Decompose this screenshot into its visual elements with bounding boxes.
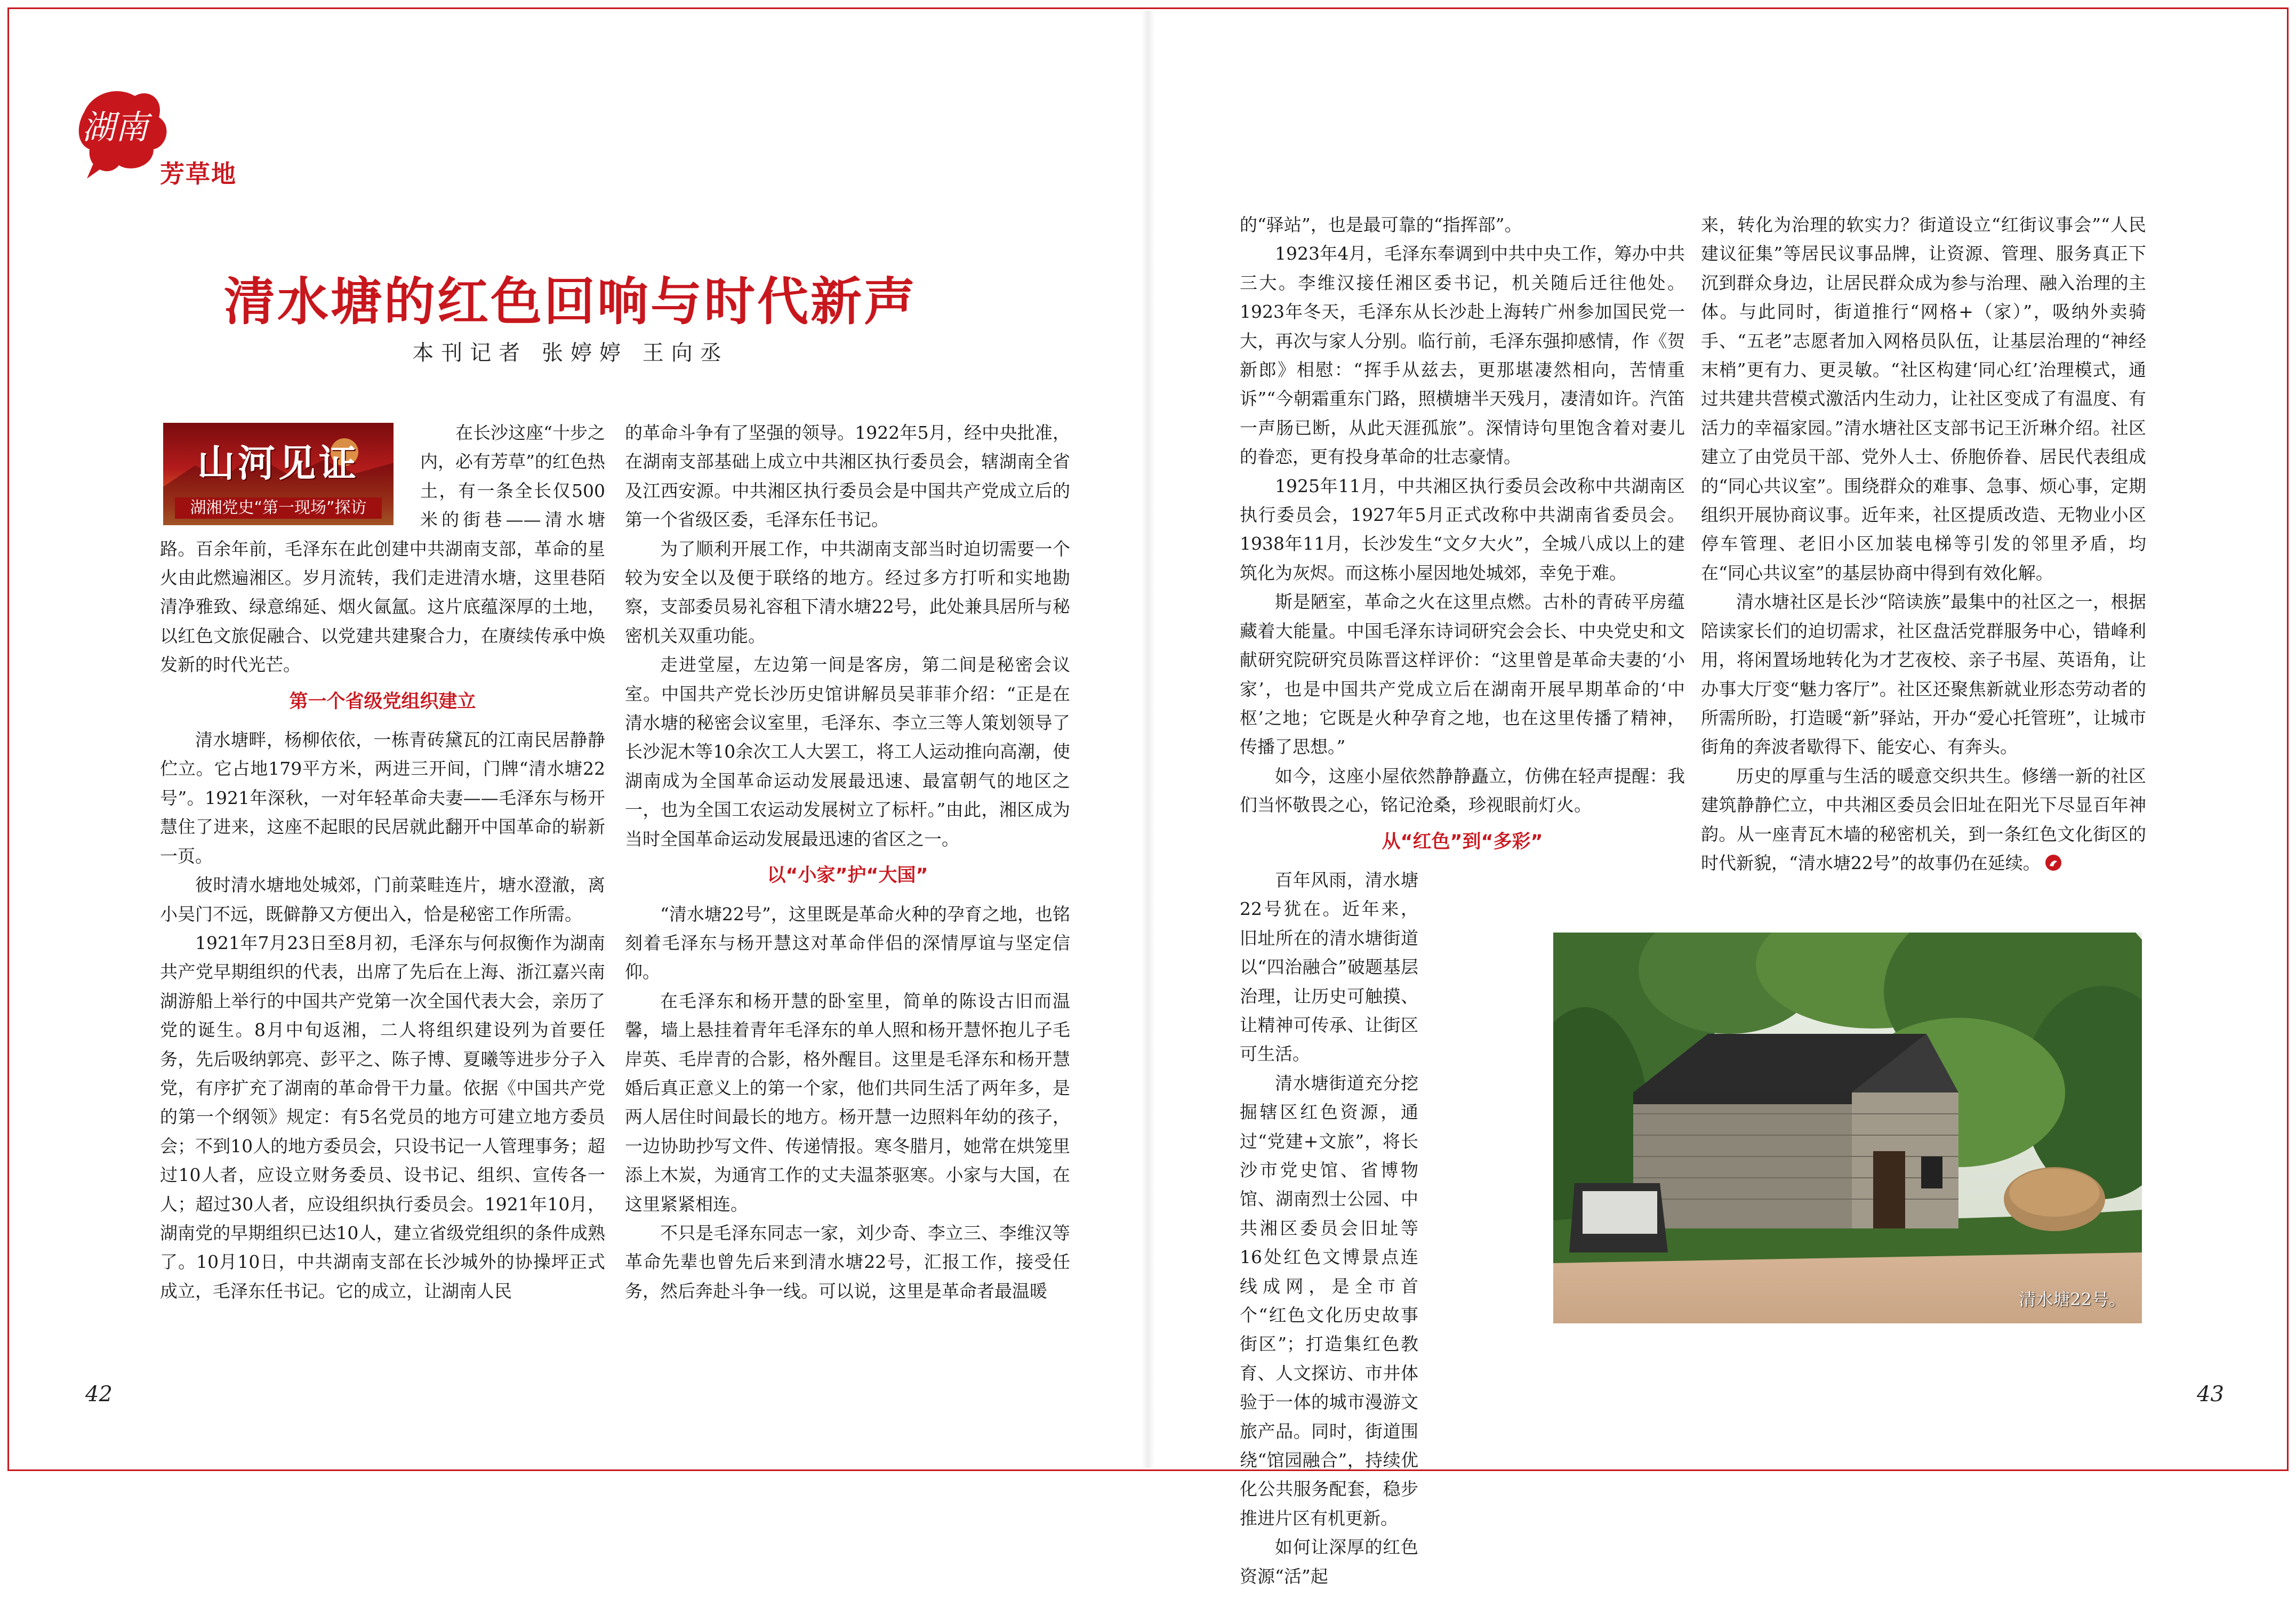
paragraph: 1921年7月23日至8月初，毛泽东与何叔衡作为湖南共产党早期组织的代表，出席了先后在上海、浙江嘉兴南湖游船上举行的中国共产党第一次全国代表大会，亲历了党的诞生。8月中旬返湘，二人将组织建设列为首要任务，先后吸纳郭亮、彭平之、陈子博、夏曦等进步分子入党，有序扩充了湖南的革命骨干力量。依据《中国共产党的第一个纲领》规定：有5名党员的地方可建立地方委员会；不到10人的地方委员会，只设书记一人管理事务；超过10人者，应设立财务委员、设书记、组织、宣传各一人；超过30人者，应设组织执行委员会。1921年10月，湖南党的早期组织已达10人，建立省级党组织的条件成熟了。10月10日，中共湖南支部在长沙城外的协操坪正式成立，毛泽东任书记。它的成立，让湖南人民 [160,932,605,1301]
paragraph: 1923年4月，毛泽东奉调到中共中央工作，筹办中共三大。李维汉接任湘区委书记，机关随后迁往他处。1923年冬天，毛泽东从长沙赴上海转广州参加国民党一大，再次与家人分别。临行前，毛泽东强抑感情，作《贺新郎》相慰：“挥手从兹去，更那堪凄然相向，苦情重诉”“今朝霜重东门路，照横塘半天残月，凄清如许。汽笛一声肠已断，从此天涯孤旅”。深情诗句里饱含着对妻儿的眷恋，更有投身革命的壮志豪情。 [1240,243,1685,468]
logo-brush-text: 湖南 [82,108,149,147]
paragraph: 在毛泽东和杨开慧的卧室里，简单的陈设古旧而温馨，墙上悬挂着青年毛泽东的单人照和杨开慧怀抱儿子毛岸英、毛岸青的合影，格外醒目。这里是毛泽东和杨开慧婚后真正意义上的第一个家，他们共同生活了两年多，是两人居住时间最长的地方。杨开慧一边照料年幼的孩子，一边协助抄写文件、传递情报。寒冬腊月，她常在烘笼里添上木炭，为通宵工作的丈夫温茶驱寒。小家与大国，在这里紧紧相连。 [625,990,1070,1215]
banner-subtitle: 湖湘党史“第一现场”探访 [175,497,382,519]
paragraph: 为了顺利开展工作，中共湖南支部当时迫切需要一个较为安全以及便于联络的地方。经过多方打听和实地勘察，支部委员易礼容租下清水塘22号，此处兼具居所与秘密机关双重功能。 [625,538,1070,646]
paragraph [1701,762,2146,878]
paragraph: 走进堂屋，左边第一间是客房，第二间是秘密会议室。中国共产党长沙历史馆讲解员吴菲菲介绍：“正是在清水塘的秘密会议室里，毛泽东、李立三等人策划领导了长沙泥木等10余次工人大罢工，将工人运动推向高潮，使湖南成为全国革命运动发展最迅速、最富朝气的地区之一，也为全国工农运动发展树立了标杆。”由此，湘区成为当时全国革命运动发展最迅速的省区之一。 [625,654,1070,849]
paragraph: 的“驿站”，也是最可靠的“指挥部”。 [1240,214,1522,235]
page-number-right: 43 [2197,1382,2224,1407]
column-1 [160,419,605,1306]
paragraph: 斯是陋室，革命之火在这里点燃。古朴的青砖平房蕴藏着大能量。中国毛泽东诗词研究会会长、中央党史和文献研究院研究员陈晋这样评价：“这里曾是革命夫妻的‘小家’，也是中国共产党成立后在湖南开展早期革命的‘中枢’之地；它既是火种孕育之地，也在这里传播了精神，传播了思想。” [1240,591,1685,758]
photo-qingshuitang-22 [1553,933,2142,1323]
column-2 [625,419,1070,1306]
paragraph: 不只是毛泽东同志一家，刘少奇、李立三、李维汉等革命先辈也曾先后来到清水塘22号，汇报工作，接受任务，然后奔赴斗争一线。可以说，这里是革命者最温暖 [625,1222,1070,1301]
page-number-left: 42 [85,1382,113,1407]
paragraph: 清水塘畔，杨柳依依，一栋青砖黛瓦的江南民居静静伫立。它占地179平方米，两进三开间，门牌“清水塘22号”。1921年深秋，一对年轻革命夫妻——毛泽东与杨开慧住了进来，这座不起眼的民居就此翻开中国革命的崭新一页。 [160,729,605,866]
paragraph: 如今，这座小屋依然静静矗立，仿佛在轻声提醒：我们当怀敬畏之心，铭记沧桑，珍视眼前灯火。 [1240,765,1685,816]
paragraph: 清水塘街道充分挖掘辖区红色资源，通过“党建+文旅”，将长沙市党史馆、省博物馆、湖南烈士公园、中共湘区委员会旧址等16处红色文博景点连线成网，是全市首个“红色文化历史故事街区”；打造集红色教育、人文探访、市井体验于一体的城市漫游文旅产品。同时，街道围绕“馆园融合”，持续优化公共服务配套，稳步推进片区有机更新。 [1240,1072,1418,1529]
paragraph: 在长沙这座“十步之内，必有芳草”的红色热土，有一条全长仅500米的街巷——清水塘路。百余年前，毛泽东在此创建中共湖南支部，革命的星火由此燃遍湘区。岁月流转，我们走进清水塘，这里巷陌清净雅致、绿意绵延、烟火氤氲。这片底蕴深厚的土地，以红色文旅促融合、以党建共建聚合力，在赓续传承中焕发新的时代光芒。 [160,422,605,676]
paragraph: 来，转化为治理的软实力？街道设立“红街议事会”“人民建议征集”等居民议事品牌，让资源、管理、服务真正下沉到群众身边，让居民群众成为参与治理、融入治理的主体。与此同时，街道推行“网格+（家）”，吸纳外卖骑手、“五老”志愿者加入网格员队伍，让基层治理的“神经末梢”更有力、更灵敏。“社区构建‘同心红’治理模式，通过共建共营模式激活内生动力，让社区变成了有温度、有活力的幸福家园。”清水塘社区支部书记王沂琳介绍。社区建立了由党员干部、党外人士、侨胞侨眷、居民代表组成的“同心共议室”。围绕群众的难事、急事、烦心事，定期组织开展协商议事。近年来，社区提质改造、无物业小区停车管理、老旧小区加装电梯等引发的邻里矛盾，均在“同心共议室”的基层协商中得到有效化解。 [1701,214,2146,583]
paragraph: 清水塘社区是长沙“陪读族”最集中的社区之一，根据陪读家长们的迫切需求，社区盘活党群服务中心，错峰利用，将闲置场地转化为才艺夜校、亲子书屋、英语角，让办事大厅变“魅力客厅”。社区还聚焦新就业形态劳动者的所需所盼，打造暖“新”驿站，开办“爱心托管班”，让城市街角的奔波者歇得下、能安心、有奔头。 [1701,591,2146,758]
spread-gutter [1141,11,1155,1468]
article-title: 清水塘的红色回响与时代新声 [224,272,917,332]
paragraph: 彼时清水塘地处城郊，门前菜畦连片，塘水澄澈，离小吴门不远，既僻静又方便出入，恰是秘密工作所需。 [160,874,605,925]
paragraph: 百年风雨，清水塘22号犹在。近年来，旧址所在的清水塘街道以“四治融合”破题基层治理，让历史可触摸、让精神可传承、让街区可生活。 [1240,869,1418,1065]
paragraph: 的革命斗争有了坚强的领导。1922年5月，经中央批准，在湖南支部基础上成立中共湘区执行委员会，辖湖南全省及江西安源。中共湘区执行委员会是中国共产党成立后的第一个省级区委，毛泽东任书记。 [625,422,1070,531]
paragraph: 1925年11月，中共湘区执行委员会改称中共湖南区执行委员会，1927年5月正式改称中共湖南省委员会。1938年11月，长沙发生“文夕大火”，全城八成以上的建筑化为灰烬。而这栋小屋因地处城郊，幸免于难。 [1240,475,1685,583]
banner-title: 山河见证 [197,441,359,485]
column-3 [1240,211,1685,1623]
section-heading: 以“小家”护“大国” [767,865,928,887]
photo-illustration [1553,933,2142,1323]
photo-caption: 清水塘22号。 [2019,1289,2126,1309]
paragraph: “清水塘22号”，这里既是革命火种的孕育之地，也铭刻着毛泽东与杨开慧这对革命伴侣的深情厚谊与坚定信仰。 [625,903,1070,983]
section-heading: 从“红色”到“多彩” [1382,831,1543,853]
paragraph-text: 历史的厚重与生活的暖意交织共生。修缮一新的社区建筑静静伫立，中共湘区委员会旧址在阳光下尽显百年神韵。从一座青瓦木墙的秘密机关，到一条红色文化街区的时代新貌，“清水塘22号”的故事仍在延续。 [1701,765,2146,873]
column-4 [1701,211,2146,878]
paragraph: 如何让深厚的红色资源“活”起 [1240,1537,1418,1587]
section-heading: 第一个省级党组织建立 [289,690,476,712]
banner-wrap-space [159,419,420,531]
logo-label: 芳草地 [160,159,237,188]
end-mark-icon [2045,854,2062,871]
article-byline: 本刊记者 张婷婷 王向丞 [412,341,729,365]
